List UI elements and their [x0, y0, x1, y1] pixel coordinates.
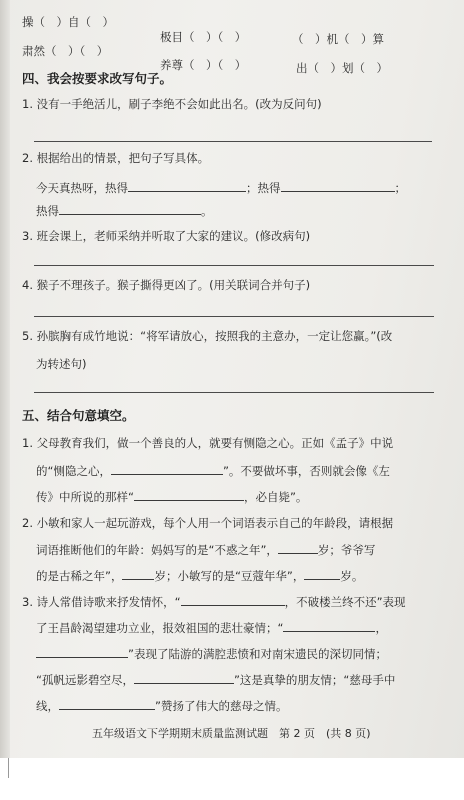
- section5-heading: 五、结合句意填空。: [22, 408, 135, 423]
- section4-q5-line2: 为转述句): [36, 357, 87, 371]
- s5q3-text-a: 3. 诗人常借诗歌来抒发情怀，“: [22, 595, 181, 609]
- q2-blank-1[interactable]: [128, 180, 246, 192]
- s5q2-text-d: 岁；小敏写的是“豆蔻年华”，: [154, 569, 305, 583]
- section4-q4: 4. 猴子不理孩子。猴子撕得更凶了。(用关联词合并句子): [22, 278, 311, 292]
- s5q3-text-i: 线，: [36, 699, 59, 713]
- s5q2-blank-3[interactable]: [304, 568, 340, 580]
- section5-q3-line3: [36, 646, 387, 661]
- s5q2-blank-1[interactable]: [278, 542, 318, 554]
- section4-heading: 四、我会按要求改写句子。: [22, 71, 173, 86]
- section4-q2-line1: [36, 180, 406, 195]
- section5-q2-line2: [36, 542, 375, 557]
- section5-q1-line1: 1. 父母教育我们，做一个善良的人，就要有恻隐之心。正如《孟子》中说: [22, 436, 394, 450]
- s5q2-text-b: 岁；爷爷写: [317, 543, 376, 557]
- q2-text-e: 。: [201, 204, 213, 218]
- answer-line-q4: [34, 316, 434, 317]
- section4-q2-line2: [36, 203, 213, 218]
- answer-line-q5: [34, 392, 434, 393]
- s5q3-text-j: ”赞扬了伟大的慈母之情。: [155, 699, 288, 713]
- idiom-blank-4: 肃然（ ）（ ）: [22, 44, 109, 58]
- s5q3-text-b: ，不破楼兰终不还”表现: [284, 595, 406, 609]
- section5-q3-line4: [36, 672, 395, 687]
- q2-blank-2[interactable]: [281, 180, 395, 192]
- s5q2-text-e: 岁。: [340, 569, 364, 583]
- s5q3-text-f: ”表现了陆游的满腔悲愤和对南宋遗民的深切同情；: [128, 647, 387, 661]
- q2-blank-3[interactable]: [59, 203, 201, 215]
- section4-q5-line1: 5. 孙膑胸有成竹地说：“将军请放心，按照我的主意办，一定让您赢。”(改: [22, 329, 393, 343]
- section5-q3-line1: [22, 594, 406, 609]
- answer-line-q3: [34, 265, 434, 266]
- s5q1-blank-2[interactable]: [134, 489, 244, 501]
- idiom-blank-1: 操（ ）自（ ）: [22, 15, 114, 29]
- page-footer: 五年级语文下学期期末质量监测试题 第 2 页 (共 8 页): [92, 727, 371, 740]
- page-corner-mark: [0, 758, 9, 778]
- idiom-blank-2: 极目（ ）（ ）: [160, 30, 247, 44]
- section4-q2: 2. 根据给出的情景，把句子写具体。: [22, 151, 210, 165]
- q2-text-c: ；: [394, 181, 406, 195]
- s5q1-text-c: 传》中所说的那样“: [36, 490, 134, 504]
- section5-q3-line5: [36, 698, 287, 713]
- q2-text-d: 热得: [36, 204, 59, 218]
- s5q1-blank-1[interactable]: [111, 463, 223, 475]
- s5q3-text-d: ，: [375, 621, 387, 635]
- s5q3-text-c: 了王昌龄渴望建功立业，报效祖国的悲壮豪情；“: [36, 621, 284, 635]
- s5q3-blank-2[interactable]: [283, 620, 375, 632]
- s5q3-blank-4[interactable]: [134, 672, 234, 684]
- q2-text-b: ；热得: [246, 181, 281, 195]
- s5q1-text-d: ，必自毙”。: [243, 490, 308, 504]
- section5-q1-line3: [36, 489, 307, 504]
- s5q3-blank-3[interactable]: [36, 646, 128, 658]
- s5q3-blank-1[interactable]: [181, 594, 285, 606]
- idiom-blank-6: 出（ ）划（ ）: [296, 61, 388, 75]
- section5-q2-line1: 2. 小敏和家人一起玩游戏，每个人用一个词语表示自己的年龄段，请根据: [22, 516, 394, 530]
- idiom-blank-5: 养尊（ ）（ ）: [160, 58, 247, 72]
- s5q2-text-a: 词语推断他们的年龄：妈妈写的是“不惑之年”，: [36, 543, 278, 557]
- s5q2-text-c: 的是古稀之年”，: [36, 569, 123, 583]
- section5-q2-line3: [36, 568, 363, 583]
- q2-text-a: 今天真热呀，热得: [36, 181, 128, 195]
- s5q1-text-a: 的“恻隐之心，: [36, 464, 111, 478]
- section4-q3: 3. 班会课上，老师采纳并听取了大家的建议。(修改病句): [22, 229, 311, 243]
- section4-q1: 1. 没有一手绝活儿，刷子李绝不会如此出名。(改为反问句): [22, 97, 322, 111]
- s5q2-blank-2[interactable]: [122, 568, 154, 580]
- section5-q1-line2: [36, 463, 390, 478]
- s5q3-blank-5[interactable]: [59, 698, 155, 710]
- idiom-blank-3: （ ）机（ ）算: [292, 32, 384, 46]
- s5q3-text-g: “孤帆远影碧空尽，: [36, 673, 134, 687]
- section5-q3-line2: [36, 620, 387, 635]
- s5q1-text-b: ”。不要做坏事，否则就会像《左: [222, 464, 390, 478]
- s5q3-text-h: ”这是真挚的朋友情；“慈母手中: [233, 673, 396, 687]
- answer-line-q1: [34, 141, 432, 142]
